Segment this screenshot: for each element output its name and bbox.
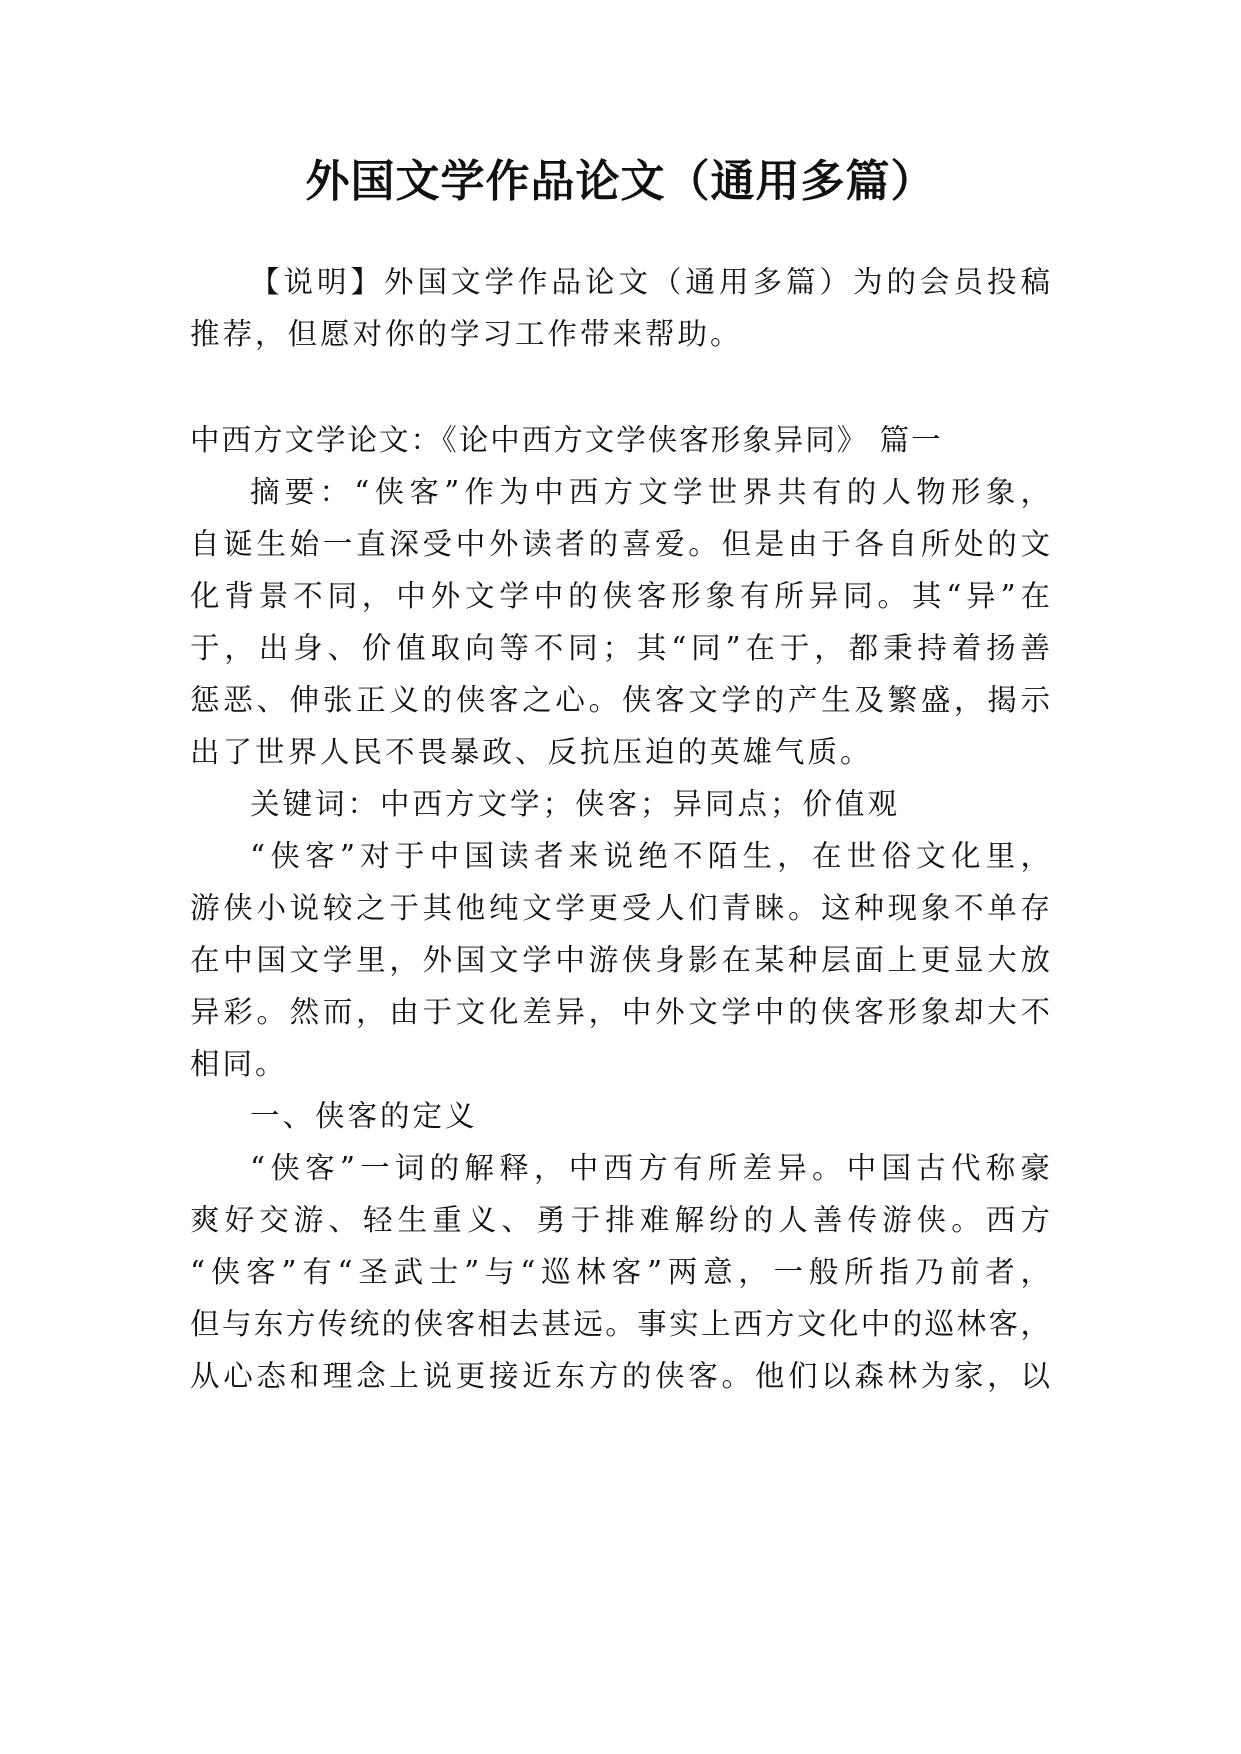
note-line: 推荐，但愿对你的学习工作带来帮助。 (190, 317, 743, 351)
abstract-line: 自诞生始一直深受中外读者的喜爱。但是由于各自所处的文 (190, 527, 1050, 561)
definition-line: 爽好交游、轻生重义、勇于排难解纷的人善传游侠。西方 (190, 1203, 1050, 1237)
keywords: 关键词：中西方文学；侠客；异同点；价值观 (250, 787, 901, 821)
intro-line: “侠客”对于中国读者来说绝不陌生，在世俗文化里， (250, 839, 1050, 873)
section-heading: 中西方文学论文：《论中西方文学侠客形象异同》 篇一 (190, 423, 943, 457)
abstract-line: 出了世界人民不畏暴政、反抗压迫的英雄气质。 (190, 735, 873, 769)
abstract-line: 于，出身、价值取向等不同；其“同”在于，都秉持着扬善 (190, 631, 1050, 665)
abstract-line: 摘要：“侠客”作为中西方文学世界共有的人物形象， (250, 475, 1050, 509)
subheading: 一、侠客的定义 (250, 1099, 478, 1133)
intro-line: 相同。 (190, 1047, 288, 1081)
document-title: 外国文学作品论文（通用多篇） (305, 156, 936, 207)
definition-line: 但与东方传统的侠客相去甚远。事实上西方文化中的巡林客， (190, 1307, 1050, 1341)
abstract-line: 化背景不同，中外文学中的侠客形象有所异同。其“异”在 (190, 579, 1050, 613)
intro-line: 在中国文学里，外国文学中游侠身影在某种层面上更显大放 (190, 943, 1050, 977)
definition-line: 从心态和理念上说更接近东方的侠客。他们以森林为家，以 (190, 1359, 1050, 1393)
definition-line: “侠客”有“圣武士”与“巡林客”两意，一般所指乃前者， (190, 1255, 1050, 1289)
abstract-line: 惩恶、伸张正义的侠客之心。侠客文学的产生及繁盛，揭示 (190, 683, 1050, 717)
note-line: 【说明】外国文学作品论文（通用多篇）为的会员投稿 (250, 265, 1050, 299)
definition-line: “侠客”一词的解释，中西方有所差异。中国古代称豪 (250, 1151, 1050, 1185)
intro-line: 游侠小说较之于其他纯文学更受人们青睐。这种现象不单存 (190, 891, 1050, 925)
intro-line: 异彩。然而，由于文化差异，中外文学中的侠客形象却大不 (190, 995, 1050, 1029)
